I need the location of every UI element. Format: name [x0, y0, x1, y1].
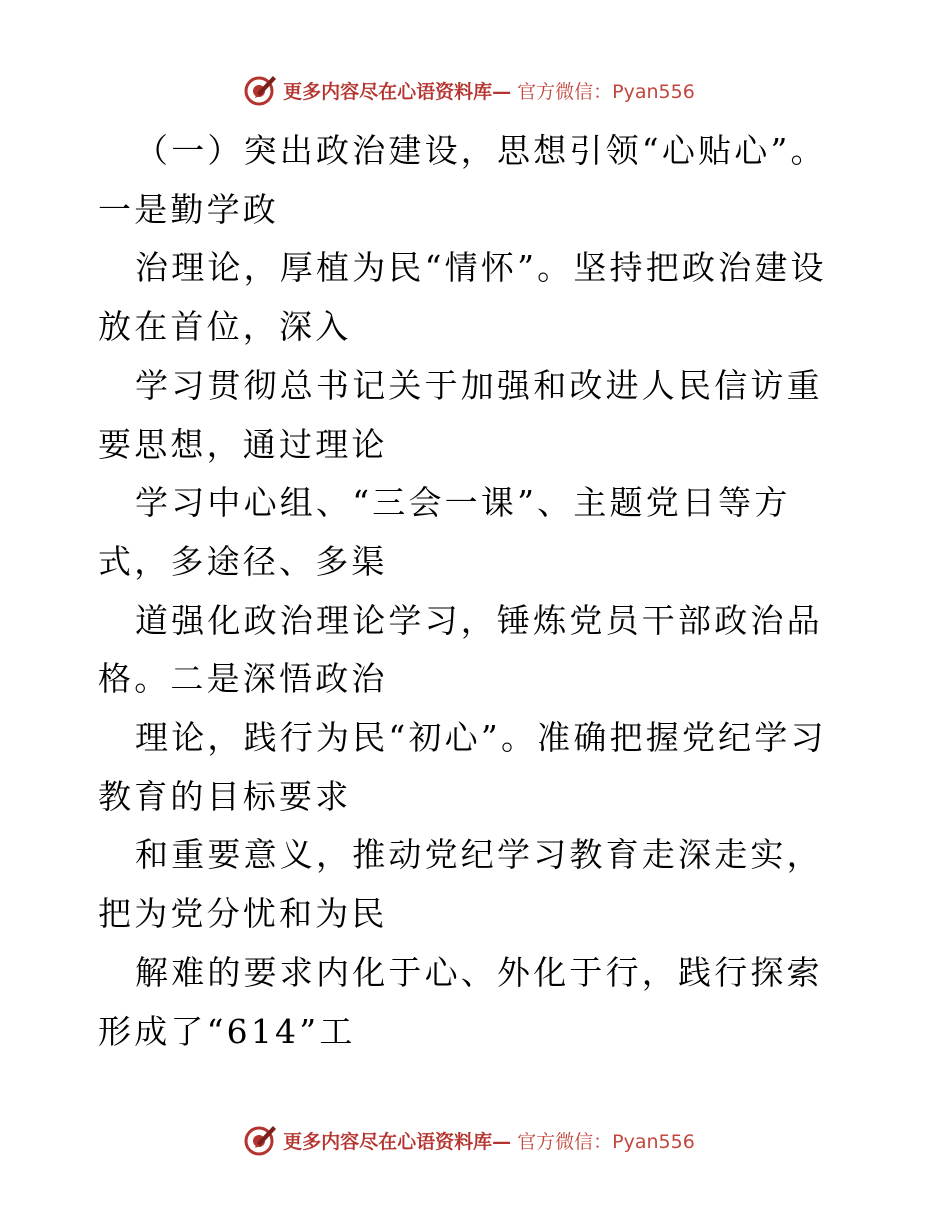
paragraph: 解难的要求内化于心、外化于行，践行探索形成了“614”工 — [98, 952, 823, 1051]
pen-logo-icon — [243, 73, 277, 107]
pen-logo-icon — [243, 1123, 277, 1157]
header-banner-contact: 官方微信：Pyan556 — [517, 80, 695, 103]
paragraph: 理论，践行为民“初心”。准确把握党纪学习教育的目标要求 — [98, 718, 827, 816]
header-banner-content — [243, 73, 695, 107]
footer-banner-contact: 官方微信：Pyan556 — [517, 1130, 695, 1153]
paragraph: （一）突出政治建设，思想引领“心贴心”。一是勤学政 — [98, 131, 827, 229]
header-banner-text: 更多内容尽在心语资料库— — [283, 80, 512, 103]
footer-banner — [0, 1120, 950, 1160]
paragraph: 道强化政治理论学习，锤炼党员干部政治品格。二是深悟政治 — [98, 600, 823, 699]
footer-banner-content — [243, 1123, 695, 1157]
document-body — [98, 122, 858, 1061]
paragraph: 治理论，厚植为民“情怀”。坚持把政治建设放在首位，深入 — [98, 248, 827, 347]
paragraph: 学习中心组、“三会一课”、主题党日等方式，多途径、多渠 — [98, 483, 791, 581]
paragraph: 和重要意义，推动党纪学习教育走深走实，把为党分忧和为民 — [98, 835, 823, 934]
header-banner — [0, 70, 950, 110]
footer-banner-text: 更多内容尽在心语资料库— — [283, 1130, 512, 1153]
paragraph: 学习贯彻总书记关于加强和改进人民信访重要思想，通过理论 — [98, 365, 823, 464]
